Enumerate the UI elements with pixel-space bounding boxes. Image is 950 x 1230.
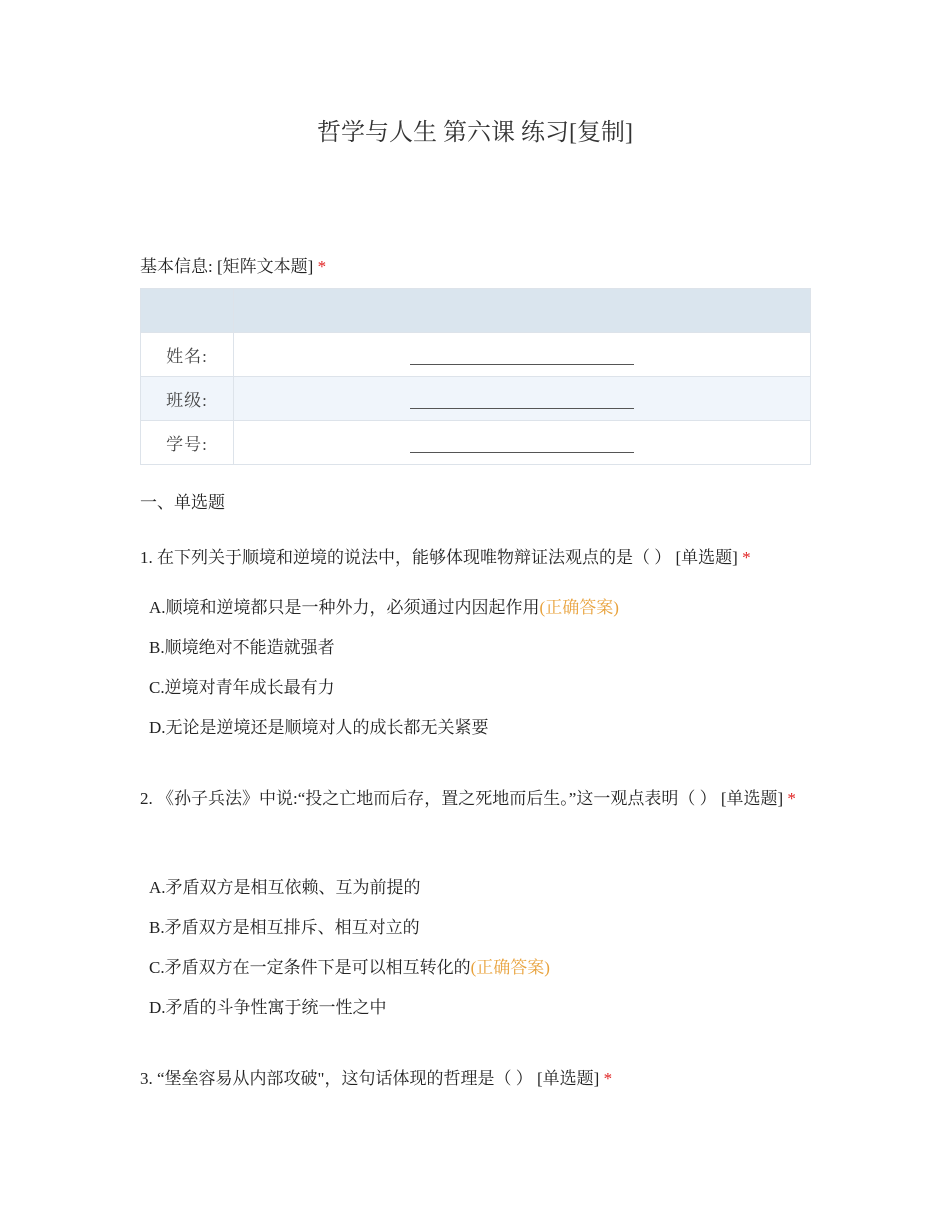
name-blank-line [410, 346, 634, 365]
option-text: B.顺境绝对不能造就强者 [149, 638, 335, 657]
q2-option-a[interactable] [149, 873, 421, 898]
class-field[interactable] [234, 377, 811, 421]
required-mark: * [787, 789, 796, 808]
option-text: D.无论是逆境还是顺境对人的成长都无关紧要 [149, 718, 489, 737]
matrix-header-cell [234, 289, 811, 333]
required-mark: * [603, 1069, 613, 1088]
matrix-header-row [141, 289, 811, 333]
q2-option-b[interactable] [149, 913, 420, 938]
student-id-label: 学号: [141, 421, 234, 465]
q1-option-d[interactable] [149, 713, 489, 738]
question-2 [140, 780, 812, 818]
name-field[interactable] [234, 333, 811, 377]
student-id-field[interactable] [234, 421, 811, 465]
correct-answer-tag: (正确答案) [470, 958, 550, 977]
question-3-type: [单选题] [536, 1069, 600, 1088]
option-text: D.矛盾的斗争性寓于统一性之中 [149, 998, 387, 1017]
q2-option-c[interactable] [149, 953, 550, 978]
q1-option-b[interactable] [149, 633, 335, 658]
question-1 [140, 539, 812, 577]
basic-info-label: 基本信息: [140, 257, 213, 276]
class-blank-line [410, 390, 634, 409]
option-text: A.矛盾双方是相互依赖、互为前提的 [149, 878, 421, 897]
question-2-text: 2. 《孙子兵法》中说:“投之亡地而后存，置之死地而后生。”这一观点表明（ ） [140, 789, 717, 808]
question-1-text: 1. 在下列关于顺境和逆境的说法中，能够体现唯物辩证法观点的是（ ） [140, 548, 672, 567]
option-text: A.顺境和逆境都只是一种外力，必须通过内因起作用 [149, 598, 540, 617]
basic-info-type: [矩阵文本题] [216, 257, 314, 276]
matrix-row-name [141, 333, 811, 377]
basic-info-matrix [140, 288, 811, 465]
question-1-type: [单选题] [675, 548, 738, 567]
section-heading: 一、单选题 [140, 493, 225, 512]
basic-info-heading [140, 252, 326, 277]
required-mark: * [742, 548, 751, 567]
matrix-header-cell [141, 289, 234, 333]
q2-option-d[interactable] [149, 993, 387, 1018]
correct-answer-tag: (正确答案) [539, 598, 619, 617]
class-label: 班级: [141, 377, 234, 421]
required-mark: * [317, 257, 327, 276]
student-id-blank-line [410, 434, 634, 453]
name-label: 姓名: [141, 333, 234, 377]
option-text: B.矛盾双方是相互排斥、相互对立的 [149, 918, 420, 937]
q1-option-c[interactable] [149, 673, 335, 698]
matrix-row-class [141, 377, 811, 421]
page-title: 哲学与人生 第六课 练习[复制] [317, 120, 633, 146]
matrix-row-student-id [141, 421, 811, 465]
option-text: C.逆境对青年成长最有力 [149, 678, 335, 697]
question-3-text: 3. “堡垒容易从内部攻破"，这句话体现的哲理是（ ） [140, 1069, 533, 1088]
option-text: C.矛盾双方在一定条件下是可以相互转化的 [149, 958, 471, 977]
q1-option-a[interactable] [149, 593, 619, 618]
question-2-type: [单选题] [720, 789, 784, 808]
question-3 [140, 1060, 812, 1098]
